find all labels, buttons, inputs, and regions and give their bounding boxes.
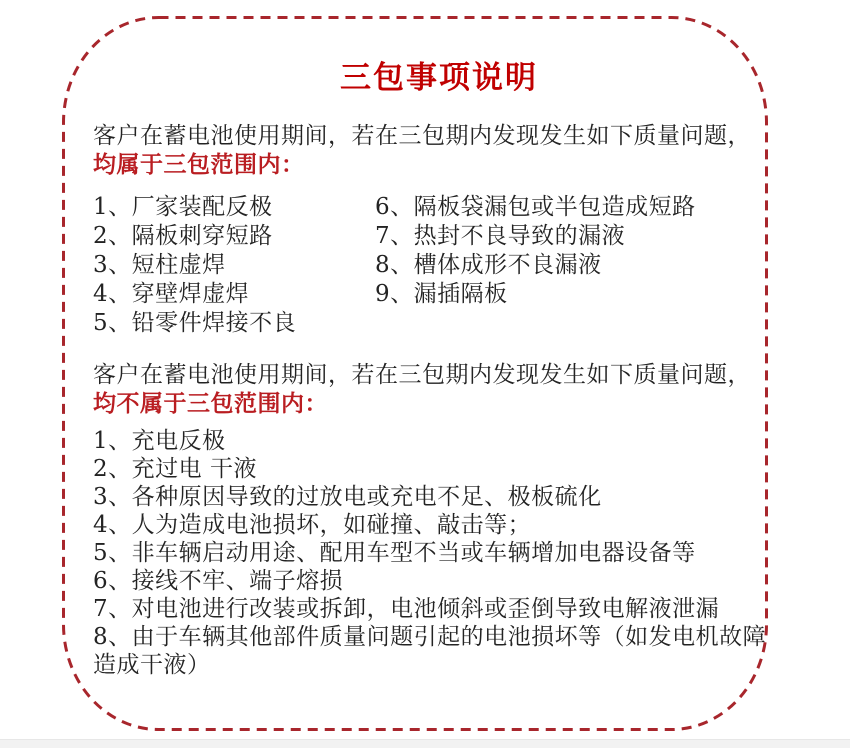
list-item: 7、对电池进行改装或拆卸，电池倾斜或歪倒导致电解液泄漏: [93, 596, 720, 622]
list-item: 2、充过电 干液: [93, 456, 257, 482]
not-covered-list: [93, 427, 766, 679]
list-item: 7、热封不良导致的漏液: [375, 223, 626, 249]
list-item: 6、隔板袋漏包或半包造成短路: [375, 194, 696, 220]
covered-intro: 客户在蓄电池使用期间，若在三包期内发现发生如下质量问题，: [93, 123, 751, 149]
covered-list-left: [93, 193, 296, 338]
list-item: 4、穿壁焊虚焊: [93, 281, 250, 307]
covered-emphasis: 均属于三包范围内：: [93, 151, 305, 178]
list-item: 5、非车辆启动用途、配用车型不当或车辆增加电器设备等: [93, 540, 696, 566]
list-item: 3、各种原因导致的过放电或充电不足、极板硫化: [93, 484, 602, 510]
list-item: 5、铅零件焊接不良: [93, 310, 297, 336]
list-item-continuation: 造成干液）: [93, 652, 211, 678]
list-item: 1、厂家装配反极: [93, 194, 273, 220]
list-item: 2、隔板刺穿短路: [93, 223, 273, 249]
list-item: 8、由于车辆其他部件质量问题引起的电池损坏等（如发电机故障: [93, 624, 767, 650]
list-item: 1、充电反极: [93, 428, 226, 454]
page-title: 三包事项说明: [340, 60, 538, 96]
list-item: 6、接线不牢、端子熔损: [93, 568, 344, 594]
list-item: 3、短柱虚焊: [93, 252, 226, 278]
not-covered-intro: 客户在蓄电池使用期间，若在三包期内发现发生如下质量问题，: [93, 362, 751, 388]
not-covered-emphasis: 均不属于三包范围内：: [93, 390, 328, 417]
list-item: 4、人为造成电池损坏，如碰撞、敲击等；: [93, 512, 532, 538]
covered-list-right: [375, 193, 696, 309]
list-item: 8、槽体成形不良漏液: [375, 252, 602, 278]
list-item: 9、漏插隔板: [375, 281, 508, 307]
